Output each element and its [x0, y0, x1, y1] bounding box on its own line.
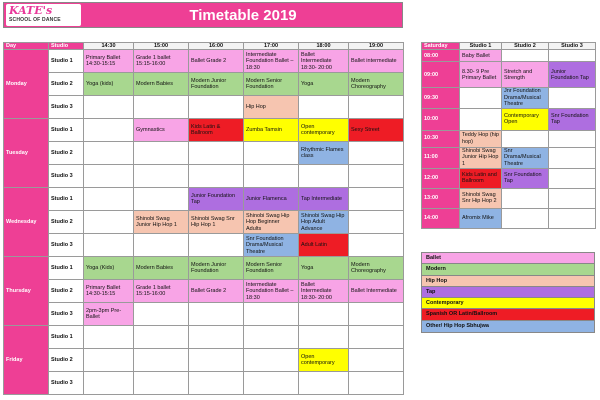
class-cell	[549, 147, 596, 168]
class-cell: Sexy Street	[349, 119, 404, 142]
column-header: 18:00	[299, 43, 349, 50]
class-cell	[349, 165, 404, 188]
table-row	[422, 130, 596, 147]
table-row	[4, 234, 404, 257]
studio-label: Studio 1	[49, 257, 84, 280]
class-cell: Primary Ballet 14:30-15:15	[84, 50, 134, 73]
class-cell	[134, 372, 189, 395]
legend-item: Spanish OR Latin/Ballroom	[422, 309, 594, 320]
legend-item: Contemporary	[422, 298, 594, 309]
column-header: 14:30	[84, 43, 134, 50]
class-cell: Shinobi Swag Hip Hop Adult Advance	[299, 211, 349, 234]
table-row	[422, 208, 596, 228]
legend-item: Modern	[422, 264, 594, 275]
class-cell: Modern Choreography	[349, 73, 404, 96]
class-cell: Yoga (kids)	[84, 73, 134, 96]
class-cell: Stretch and Strength	[502, 62, 549, 88]
class-cell: 2pm-3pm Pre-Ballet	[84, 303, 134, 326]
class-cell	[349, 211, 404, 234]
class-cell: Junior Flamenca	[244, 188, 299, 211]
class-cell	[299, 326, 349, 349]
class-cell	[349, 234, 404, 257]
table-row	[4, 280, 404, 303]
time-label: 09:30	[422, 88, 460, 108]
studio-label: Studio 1	[49, 326, 84, 349]
class-cell	[502, 130, 549, 147]
class-cell: Shinobi Swag Hip Hop Beginner Adults	[244, 211, 299, 234]
class-cell: Snr Foundation Drama/Musical Theatre	[244, 234, 299, 257]
color-legend	[421, 252, 595, 333]
table-row	[422, 88, 596, 108]
class-cell	[349, 349, 404, 372]
class-cell: Junior Foundation Tap	[549, 62, 596, 88]
header-banner	[3, 2, 403, 28]
column-header: 15:00	[134, 43, 189, 50]
class-cell	[189, 165, 244, 188]
class-cell	[84, 165, 134, 188]
time-label: 09:00	[422, 62, 460, 88]
class-cell: Contemporary Open	[502, 108, 549, 130]
table-row	[4, 73, 404, 96]
class-cell	[84, 326, 134, 349]
class-cell: Yoga	[299, 73, 349, 96]
class-cell: Ballet intermediate	[349, 50, 404, 73]
class-cell	[84, 349, 134, 372]
class-cell	[549, 208, 596, 228]
saturday-header-row	[422, 43, 596, 50]
class-cell: Teddy Hop (hip hop)	[460, 130, 502, 147]
class-cell	[349, 326, 404, 349]
studio-label: Studio 3	[49, 165, 84, 188]
class-cell: Ballet Grade 2	[189, 280, 244, 303]
class-cell: Modern Babies	[134, 257, 189, 280]
table-row	[4, 257, 404, 280]
class-cell	[84, 142, 134, 165]
class-cell: Ballet Intermediate 18:30- 20:00	[299, 50, 349, 73]
class-cell: Modern Babies	[134, 73, 189, 96]
page-title: Timetable 2019	[189, 7, 297, 24]
table-row	[422, 50, 596, 62]
column-header: Studio 3	[549, 43, 596, 50]
class-cell	[189, 372, 244, 395]
studio-label: Studio 2	[49, 73, 84, 96]
table-row	[4, 211, 404, 234]
saturday-timetable	[421, 42, 596, 229]
class-cell: Shinobi Swag Junior Hip Hop 1	[134, 211, 189, 234]
studio-label: Studio 2	[49, 349, 84, 372]
class-cell	[549, 130, 596, 147]
class-cell: Intermediate Foundation Ballet – 18:30	[244, 50, 299, 73]
class-cell	[349, 96, 404, 119]
class-cell: Junior Foundation Tap	[189, 188, 244, 211]
class-cell: Kids Latin & Ballroom	[189, 119, 244, 142]
class-cell	[134, 234, 189, 257]
class-cell: Primary Ballet 14:30-15:15	[84, 280, 134, 303]
time-label: 10:00	[422, 108, 460, 130]
column-header: Studio	[49, 43, 84, 50]
studio-label: Studio 1	[49, 119, 84, 142]
class-cell	[244, 349, 299, 372]
class-cell: Hip Hop	[244, 96, 299, 119]
table-row	[422, 188, 596, 208]
legend-item: Tap	[422, 287, 594, 298]
class-cell	[299, 96, 349, 119]
table-row	[4, 165, 404, 188]
table-row	[4, 349, 404, 372]
class-cell: Afromix Mike	[460, 208, 502, 228]
studio-label: Studio 1	[49, 50, 84, 73]
class-cell	[244, 165, 299, 188]
table-row	[422, 168, 596, 188]
studio-label: Studio 2	[49, 280, 84, 303]
studio-label: Studio 3	[49, 234, 84, 257]
time-label: 14:00	[422, 208, 460, 228]
class-cell	[189, 349, 244, 372]
class-cell: Tap Intermediate	[299, 188, 349, 211]
class-cell	[349, 188, 404, 211]
class-cell	[460, 108, 502, 130]
class-cell	[134, 326, 189, 349]
class-cell: Shinobi Swag Snr Hip Hop 2	[460, 188, 502, 208]
class-cell	[502, 188, 549, 208]
day-label: Monday	[4, 50, 49, 119]
class-cell: Jnr Foundation Drama/Musical Theatre	[502, 88, 549, 108]
logo-subtitle: SCHOOL OF DANCE	[9, 17, 61, 23]
studio-label: Studio 3	[49, 303, 84, 326]
class-cell: Gymnastics	[134, 119, 189, 142]
class-cell	[549, 88, 596, 108]
table-row	[4, 303, 404, 326]
class-cell: Modern Junior Foundation	[189, 73, 244, 96]
class-cell	[349, 372, 404, 395]
class-cell: Modern Senior Foundation	[244, 73, 299, 96]
class-cell	[549, 50, 596, 62]
class-cell: Modern Choreography	[349, 257, 404, 280]
class-cell	[134, 142, 189, 165]
class-cell: Open contemporary	[299, 119, 349, 142]
class-cell	[84, 372, 134, 395]
column-header: Day	[4, 43, 49, 50]
legend-item: Other/ Hip Hop Sbhujwa	[422, 321, 594, 332]
class-cell: Open contemporary	[299, 349, 349, 372]
table-row	[4, 142, 404, 165]
class-cell: Baby Ballet	[460, 50, 502, 62]
class-cell	[189, 142, 244, 165]
class-cell	[84, 188, 134, 211]
class-cell: Intermediate Foundation Ballet – 18:30	[244, 280, 299, 303]
class-cell: 8.30- 9 Pre Primary Ballet	[460, 62, 502, 88]
studio-label: Studio 3	[49, 96, 84, 119]
table-row	[4, 372, 404, 395]
time-label: 11:00	[422, 147, 460, 168]
class-cell	[502, 50, 549, 62]
class-cell: Yoga	[299, 257, 349, 280]
class-cell	[299, 165, 349, 188]
class-cell: Rhythmic Flames class	[299, 142, 349, 165]
weekday-timetable	[3, 42, 404, 395]
class-cell: Shinobi Swag Snr Hip Hop 1	[189, 211, 244, 234]
class-cell	[189, 234, 244, 257]
class-cell: Yoga (Kids)	[84, 257, 134, 280]
class-cell	[134, 188, 189, 211]
class-cell	[84, 119, 134, 142]
table-row	[4, 96, 404, 119]
table-row	[422, 62, 596, 88]
table-row	[4, 188, 404, 211]
class-cell	[244, 326, 299, 349]
column-header: Saturday	[422, 43, 460, 50]
class-cell: Kids Latin and Ballroom	[460, 168, 502, 188]
table-row	[4, 50, 404, 73]
class-cell	[349, 142, 404, 165]
class-cell: Snr Foundation Tap	[502, 168, 549, 188]
column-header: Studio 1	[460, 43, 502, 50]
studio-label: Studio 2	[49, 211, 84, 234]
class-cell: Grade 1 ballet 15:15-16:00	[134, 280, 189, 303]
table-row	[422, 108, 596, 130]
class-cell: Ballet Intermediate 18:30- 20:00	[299, 280, 349, 303]
class-cell: Modern Junior Foundation	[189, 257, 244, 280]
class-cell	[189, 326, 244, 349]
class-cell	[244, 372, 299, 395]
studio-label: Studio 3	[49, 372, 84, 395]
studio-label: Studio 1	[49, 188, 84, 211]
column-header: 16:00	[189, 43, 244, 50]
logo-name: KATE's	[9, 4, 53, 17]
class-cell: Shinobi Swag Junior Hip Hop 1	[460, 147, 502, 168]
column-header: Studio 2	[502, 43, 549, 50]
class-cell	[299, 303, 349, 326]
weekday-header-row	[4, 43, 404, 50]
table-row	[4, 326, 404, 349]
class-cell: Snr Drama/Musical Theatre	[502, 147, 549, 168]
class-cell: Snr Foundation Tap	[549, 108, 596, 130]
table-row	[422, 147, 596, 168]
class-cell: Ballet Intermediate	[349, 280, 404, 303]
legend-item: Hip Hop	[422, 276, 594, 287]
class-cell	[134, 96, 189, 119]
column-header: 17:00	[244, 43, 299, 50]
class-cell	[502, 208, 549, 228]
time-label: 13:00	[422, 188, 460, 208]
class-cell	[134, 303, 189, 326]
class-cell	[134, 349, 189, 372]
day-label: Thursday	[4, 257, 49, 326]
time-label: 12:00	[422, 168, 460, 188]
class-cell	[189, 303, 244, 326]
class-cell	[134, 165, 189, 188]
class-cell	[299, 372, 349, 395]
school-logo	[6, 4, 81, 26]
class-cell	[244, 142, 299, 165]
class-cell: Grade 1 ballet 15:15-16:00	[134, 50, 189, 73]
class-cell	[349, 303, 404, 326]
day-label: Friday	[4, 326, 49, 395]
class-cell: Modern Senior Foundation	[244, 257, 299, 280]
class-cell: Ballet Grade 2	[189, 50, 244, 73]
class-cell	[84, 96, 134, 119]
studio-label: Studio 2	[49, 142, 84, 165]
class-cell	[189, 96, 244, 119]
class-cell: Zumba Tamsin	[244, 119, 299, 142]
table-row	[4, 119, 404, 142]
class-cell	[549, 168, 596, 188]
class-cell	[84, 211, 134, 234]
class-cell: Adult Latin	[299, 234, 349, 257]
legend-item: Ballet	[422, 253, 594, 264]
time-label: 10:30	[422, 130, 460, 147]
class-cell	[244, 303, 299, 326]
day-label: Tuesday	[4, 119, 49, 188]
class-cell	[460, 88, 502, 108]
class-cell	[549, 188, 596, 208]
time-label: 08:00	[422, 50, 460, 62]
day-label: Wednesday	[4, 188, 49, 257]
column-header: 19:00	[349, 43, 404, 50]
class-cell	[84, 234, 134, 257]
